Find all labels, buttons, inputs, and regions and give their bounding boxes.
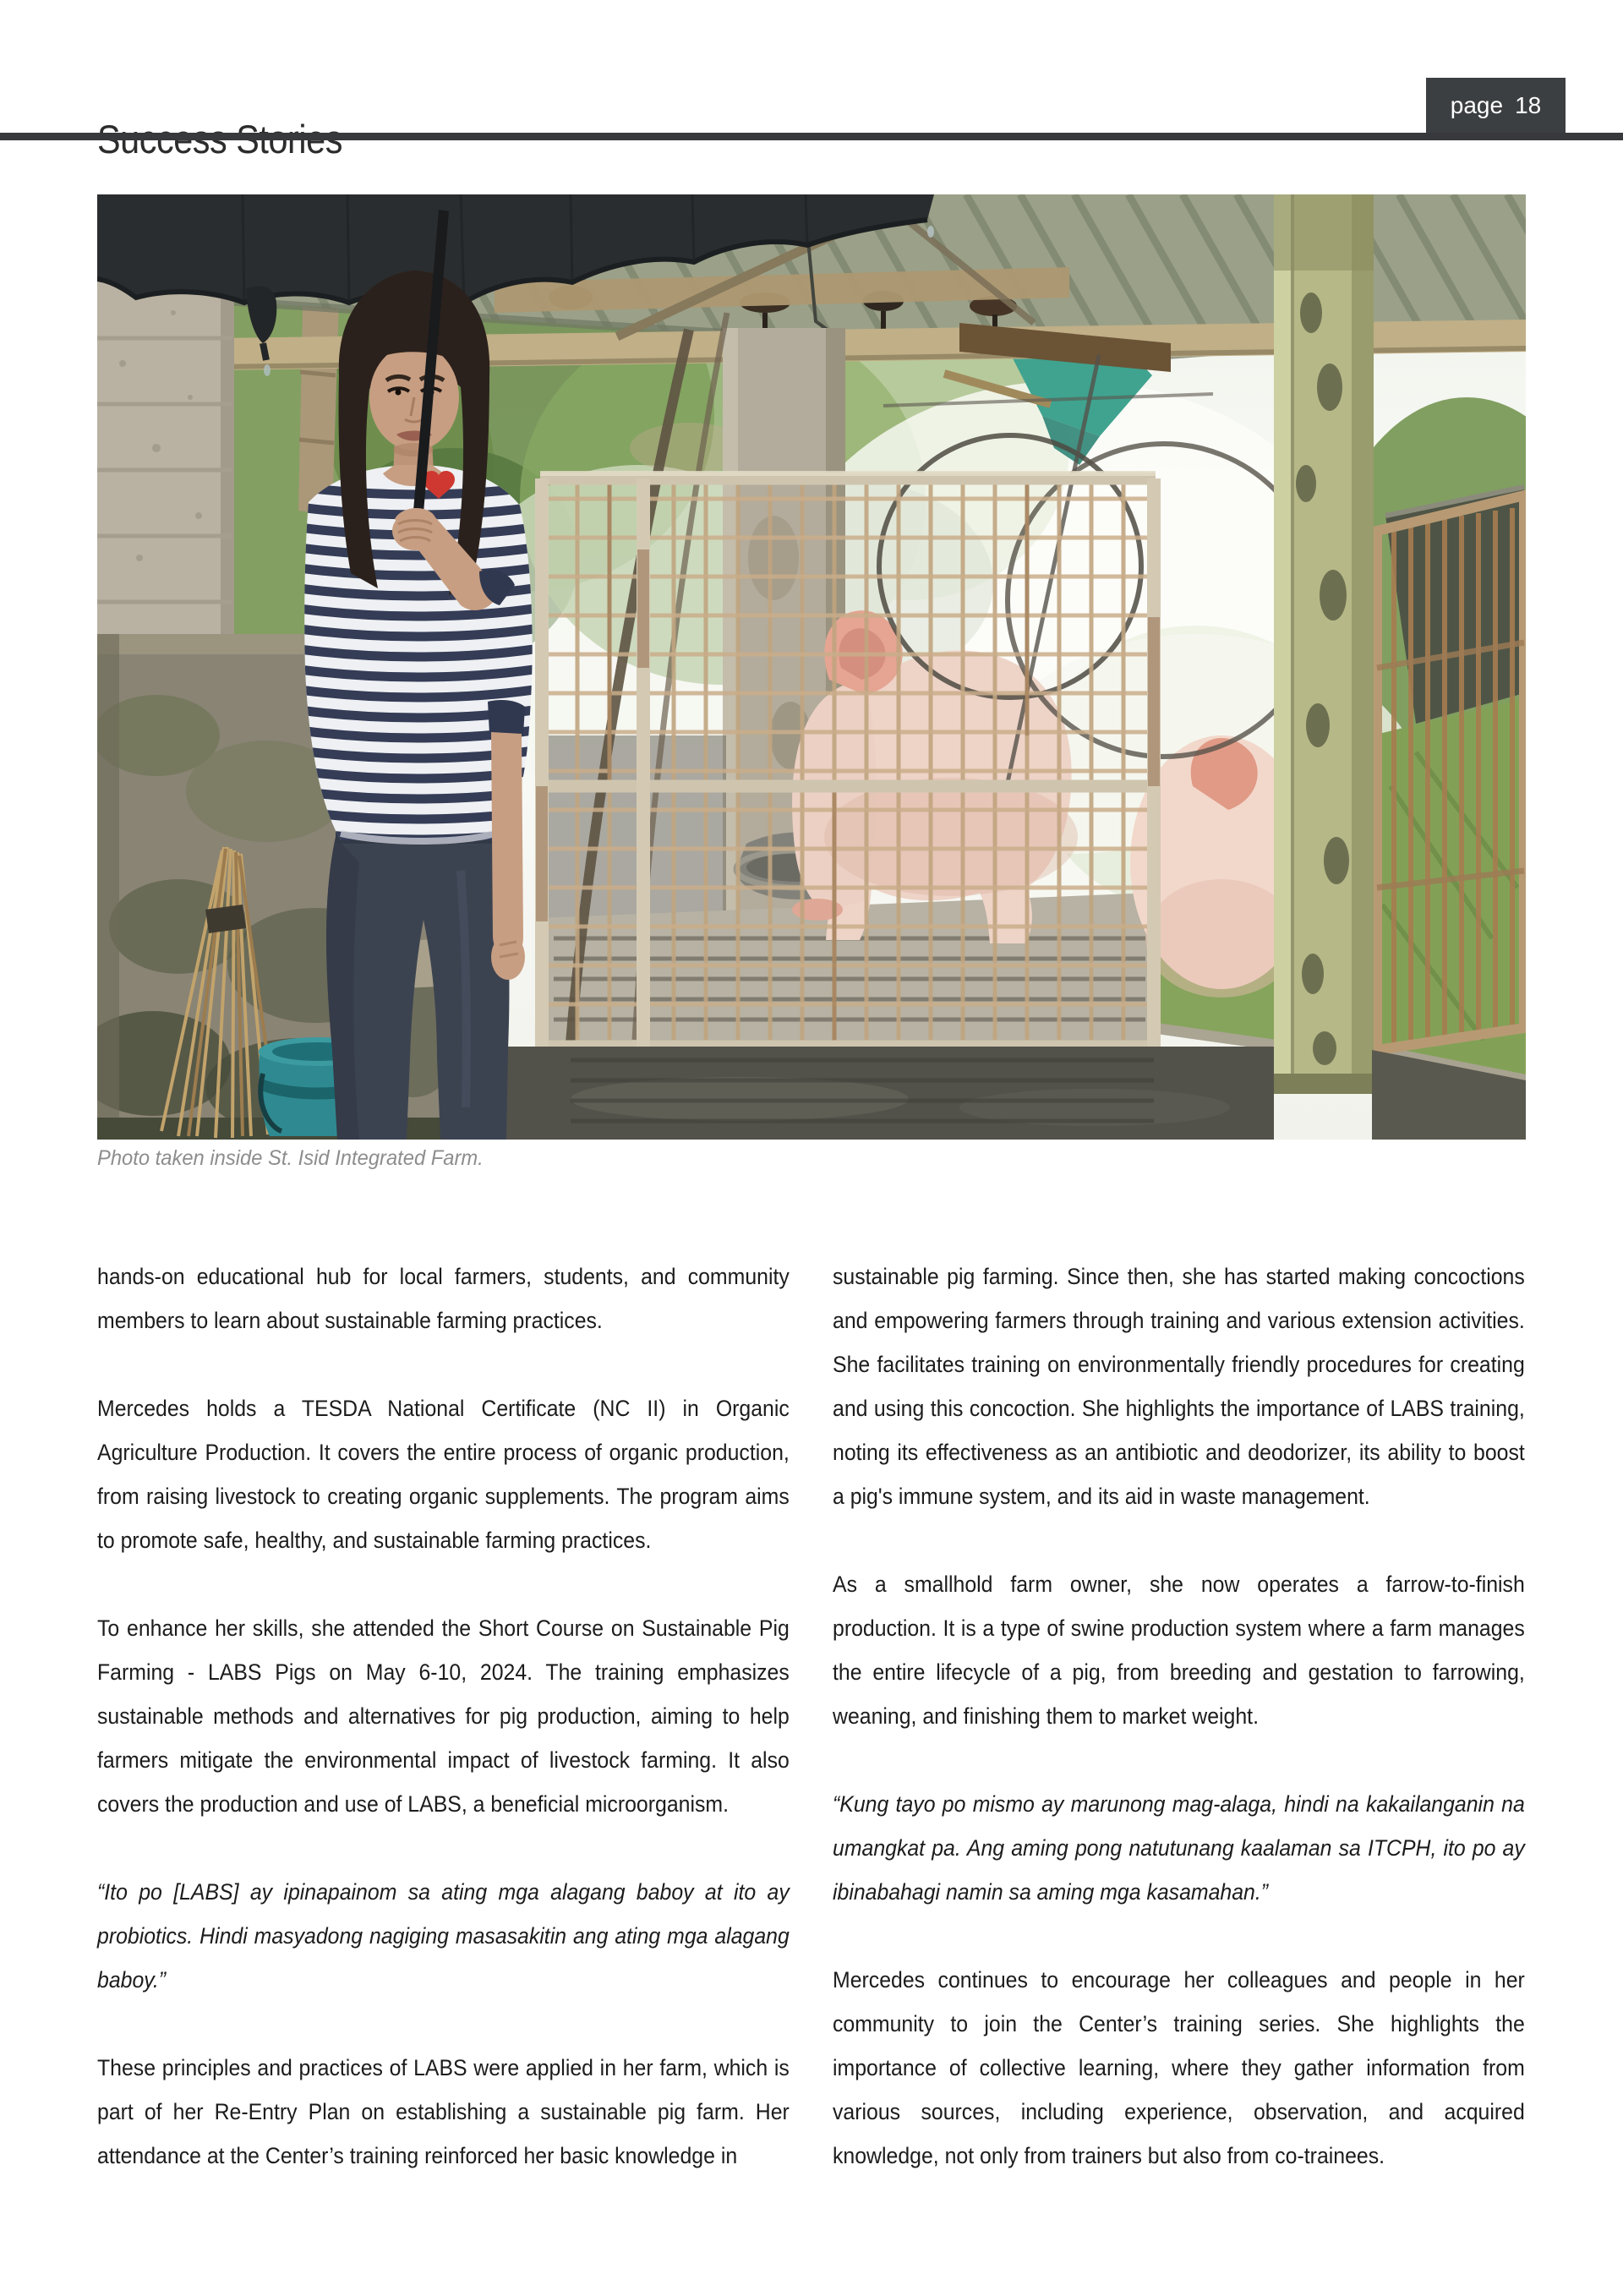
paragraph: As a smallhold farm owner, she now operates a farrow-to-finish production. It is a type of swine production system where a farm manages the entire lifecycle of a pig, from breeding and gestation to farrowing, weaning, and finishing them to market weight. xyxy=(833,1572,1525,1729)
water-drip xyxy=(264,364,270,376)
quote-paragraph: “Ito po [LABS] ay ipinapainom sa ating mga alagang baboy at ito ay probiotics. Hindi masyadong nagiging masasakitin ang ating mga alagang baboy.” xyxy=(97,1879,790,1993)
left-hand xyxy=(491,934,525,980)
wood-pole xyxy=(1274,194,1374,1094)
header-rule xyxy=(0,133,1623,140)
right-column xyxy=(833,1255,1525,2222)
photo-caption: Photo taken inside St. Isid Integrated Farm. xyxy=(97,1146,484,1170)
farm-photo-illustration xyxy=(97,194,1526,1140)
concrete-pillar-left xyxy=(97,272,234,670)
paragraph: hands-on educational hub for local farmers, students, and community members to learn about sustainable farming practices. xyxy=(97,1264,790,1333)
paragraph: Mercedes continues to encourage her colleagues and people in her community to join the Center’s training series. She highlights the importance of collective learning, where they gather information from various sources, including experience, observation, and acquired knowledge, not only from trainers but also from co-trainees. xyxy=(833,1967,1525,2168)
page-number: 18 xyxy=(1515,92,1542,118)
paragraph: To enhance her skills, she attended the Short Course on Sustainable Pig Farming - LABS Pigs on May 6-10, 2024. The training emphasizes sustainable methods and alternatives for pig production, aiming to help farmers mitigate the environmental impact of livestock farming. It also covers the production and use of LABS, a beneficial microorganism. xyxy=(97,1615,790,1817)
water-drip xyxy=(927,226,934,238)
page-number-badge xyxy=(1426,78,1566,134)
left-column xyxy=(97,1255,790,2222)
quote-paragraph: “Kung tayo po mismo ay marunong mag-alaga, hindi na kakailanganin na umangkat pa. Ang aming pong natutunang kaalaman sa ITCPH, ito po ay ibinabahagi namin sa aming mga kasamahan.” xyxy=(833,1791,1525,1905)
paragraph: sustainable pig farming. Since then, she has started making concoctions and empowering farmers through training and various extension activities. She facilitates training on environmentally friendly procedures for creating and using this concoction. She highlights the importance of LABS training, noting its effectiveness as an antibiotic and deodorizer, its ability to boost a pig's immune system, and its aid in waste management. xyxy=(833,1264,1525,1509)
farm-photo xyxy=(97,194,1526,1140)
paragraph: Mercedes holds a TESDA National Certificate (NC II) in Organic Agriculture Production. It covers the entire process of organic production, from raising livestock to creating organic supplements. The program aims to promote safe, healthy, and sustainable farming practices. xyxy=(97,1396,790,1553)
left-forearm xyxy=(491,732,523,959)
paragraph: These principles and practices of LABS were applied in her farm, which is part of her Re-Entry Plan on establishing a sustainable pig farm. Her attendance at the Center’s training reinforced her basic knowledge in xyxy=(97,2055,790,2168)
page-label: page xyxy=(1450,92,1504,118)
